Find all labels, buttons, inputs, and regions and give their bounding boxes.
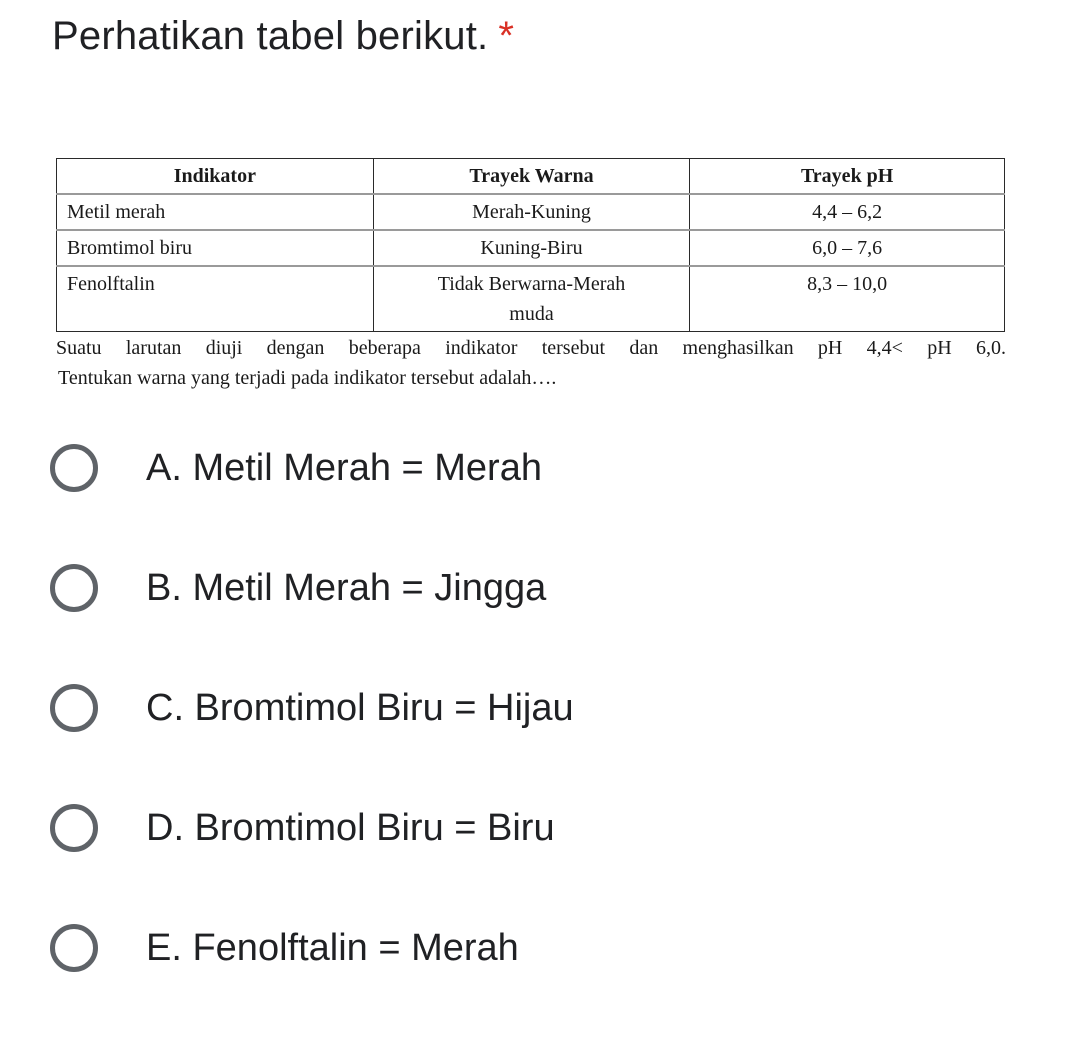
question-title-text: Perhatikan tabel berikut. (52, 14, 489, 58)
table-cell-trayek-ph: 6,0 – 7,6 (690, 230, 1005, 266)
radio-unchecked-icon[interactable] (50, 924, 98, 972)
table-cell-line: muda (509, 303, 554, 325)
question-title (52, 14, 514, 59)
answer-options (50, 438, 574, 1038)
radio-unchecked-icon[interactable] (50, 684, 98, 732)
table-row (57, 194, 1005, 230)
radio-unchecked-icon[interactable] (50, 444, 98, 492)
question-paragraph (56, 333, 1006, 393)
table-cell-trayek-warna: Kuning-Biru (373, 230, 690, 266)
required-asterisk: * (498, 14, 515, 58)
option-label[interactable]: A. Metil Merah = Merah (146, 446, 542, 489)
table-cell-trayek-ph: 8,3 – 10,0 (690, 266, 1005, 332)
question-image (56, 158, 1006, 393)
table-header-indikator: Indikator (57, 159, 374, 195)
table-row (57, 266, 1005, 332)
indicator-table (56, 158, 1005, 332)
table-row (57, 230, 1005, 266)
table-cell-indikator: Bromtimol biru (57, 230, 374, 266)
option-label[interactable]: B. Metil Merah = Jingga (146, 566, 547, 609)
table-cell-trayek-ph: 4,4 – 6,2 (690, 194, 1005, 230)
option-label[interactable]: C. Bromtimol Biru = Hijau (146, 686, 574, 729)
table-header-row (57, 159, 1005, 195)
paragraph-line-1: Suatu larutan diuji dengan beberapa indikator tersebut dan menghasilkan pH 4,4< pH 6,0. (56, 337, 1006, 359)
option-label[interactable]: E. Fenolftalin = Merah (146, 926, 519, 969)
option-b[interactable] (50, 558, 574, 618)
table-cell-trayek-warna (373, 266, 690, 332)
option-label[interactable]: D. Bromtimol Biru = Biru (146, 806, 555, 849)
paragraph-line-2: Tentukan warna yang terjadi pada indikator tersebut adalah…. (58, 367, 557, 389)
radio-unchecked-icon[interactable] (50, 564, 98, 612)
table-header-trayek-ph: Trayek pH (690, 159, 1005, 195)
option-c[interactable] (50, 678, 574, 738)
table-cell-indikator: Metil merah (57, 194, 374, 230)
table-header-trayek-warna: Trayek Warna (373, 159, 690, 195)
table-cell-indikator: Fenolftalin (57, 266, 374, 332)
table-cell-trayek-warna: Merah-Kuning (373, 194, 690, 230)
table-cell-line: Tidak Berwarna-Merah (437, 273, 626, 295)
option-d[interactable] (50, 798, 574, 858)
radio-unchecked-icon[interactable] (50, 804, 98, 852)
option-e[interactable] (50, 918, 574, 978)
option-a[interactable] (50, 438, 574, 498)
